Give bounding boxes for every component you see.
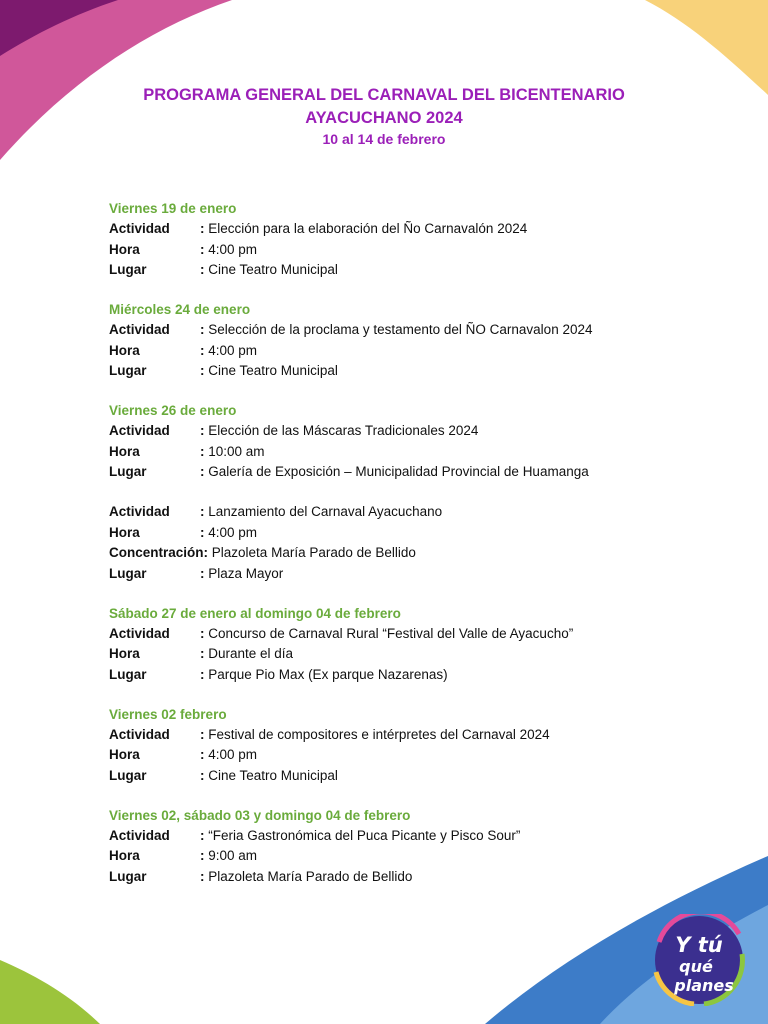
event-field-row <box>109 543 669 564</box>
field-separator: : <box>200 322 205 337</box>
field-label: Hora <box>109 241 140 257</box>
field-value: Cine Teatro Municipal <box>208 767 338 783</box>
field-separator: : <box>200 767 205 783</box>
field-separator: : <box>200 423 205 438</box>
y-tu-que-planes-logo <box>644 914 754 1006</box>
field-label: Lugar <box>109 464 147 479</box>
field-value: 4:00 pm <box>208 747 258 762</box>
event-date-heading: Viernes 19 de enero <box>109 201 237 216</box>
field-separator: : <box>200 827 205 843</box>
event-field-row <box>109 260 669 281</box>
field-separator: : <box>200 262 205 277</box>
field-value: Galería de Exposición – Municipalidad Provincial de Huamanga <box>208 464 589 479</box>
field-label: Hora <box>109 848 140 863</box>
field-separator: : <box>200 747 205 762</box>
page-title-line1: PROGRAMA GENERAL DEL CARNAVAL DEL BICENTENARIO <box>143 86 625 104</box>
field-label: Concentración <box>109 545 204 560</box>
event-field-row <box>109 523 669 544</box>
field-label: Lugar <box>109 666 147 682</box>
field-label: Hora <box>109 524 140 540</box>
field-label: Actividad <box>109 726 170 742</box>
field-label: Hora <box>109 443 140 459</box>
field-label: Lugar <box>109 565 147 581</box>
field-separator: : <box>200 443 205 459</box>
event-field-row <box>109 624 669 645</box>
page-subtitle-dates: 10 al 14 de febrero <box>322 131 446 147</box>
field-value: Plazoleta María Parado de Bellido <box>211 545 416 560</box>
field-separator: : <box>200 363 205 378</box>
field-separator: : <box>200 464 205 479</box>
event-field-row <box>109 320 669 341</box>
field-value: 4:00 pm <box>208 524 258 540</box>
event-field-row <box>109 867 669 888</box>
event-section <box>109 604 669 686</box>
event-field-row <box>109 240 669 261</box>
event-field-row <box>109 766 669 787</box>
event-field-row <box>109 826 669 847</box>
field-label: Hora <box>109 646 140 661</box>
field-label: Lugar <box>109 262 147 277</box>
field-value: Parque Pio Max (Ex parque Nazarenas) <box>208 666 448 682</box>
field-label: Lugar <box>109 868 147 884</box>
field-separator: : <box>203 545 209 560</box>
field-value: Elección para la elaboración del Ño Carnavalón 2024 <box>208 221 528 236</box>
field-value: Cine Teatro Municipal <box>208 363 338 378</box>
field-separator: : <box>200 524 205 540</box>
field-separator: : <box>200 646 205 661</box>
corner-green-swoosh <box>0 960 100 1024</box>
event-date-heading: Viernes 26 de enero <box>109 403 237 418</box>
field-value: “Feria Gastronómica del Puca Picante y Pisco Sour” <box>208 827 521 843</box>
event-date-heading: Viernes 02, sábado 03 y domingo 04 de febrero <box>109 807 411 823</box>
field-separator: : <box>200 504 205 519</box>
event-date-heading: Miércoles 24 de enero <box>109 302 251 317</box>
event-field-row <box>109 421 669 442</box>
field-separator: : <box>200 666 205 682</box>
event-section <box>109 300 669 382</box>
field-value: Cine Teatro Municipal <box>208 262 338 277</box>
field-value: Plaza Mayor <box>208 565 284 581</box>
field-value: 4:00 pm <box>208 342 258 358</box>
field-value: 9:00 am <box>208 848 258 863</box>
event-field-row <box>109 745 669 766</box>
event-field-row <box>109 502 669 523</box>
field-separator: : <box>200 342 205 358</box>
corner-yellow-swoosh <box>645 0 768 95</box>
field-separator: : <box>200 848 205 863</box>
field-label: Actividad <box>109 423 170 438</box>
field-separator: : <box>200 625 205 641</box>
event-section <box>109 705 669 787</box>
field-value: Elección de las Máscaras Tradicionales 2024 <box>208 423 479 438</box>
field-separator: : <box>200 221 205 236</box>
event-field-row <box>109 442 669 463</box>
event-field-row <box>109 361 669 382</box>
event-section <box>109 806 669 888</box>
field-label: Hora <box>109 342 140 358</box>
event-section <box>109 502 669 584</box>
field-label: Hora <box>109 747 140 762</box>
logo-text-line3: planes <box>674 976 734 995</box>
event-field-row <box>109 462 669 483</box>
field-label: Actividad <box>109 625 170 641</box>
field-label: Actividad <box>109 504 170 519</box>
event-section <box>109 199 669 281</box>
event-field-row <box>109 644 669 665</box>
field-label: Actividad <box>109 827 170 843</box>
field-value: Concurso de Carnaval Rural “Festival del Valle de Ayacucho” <box>208 625 574 641</box>
event-field-row <box>109 725 669 746</box>
field-value: Lanzamiento del Carnaval Ayacuchano <box>208 504 443 519</box>
field-value: 4:00 pm <box>208 241 258 257</box>
event-date-heading: Viernes 02 febrero <box>109 706 227 722</box>
field-value: Plazoleta María Parado de Bellido <box>208 868 413 884</box>
field-value: Selección de la proclama y testamento del ÑO Carnavalon 2024 <box>208 322 593 337</box>
event-field-row <box>109 665 669 686</box>
page-title-line2: AYACUCHANO 2024 <box>305 109 463 127</box>
field-label: Lugar <box>109 363 147 378</box>
field-separator: : <box>200 868 205 884</box>
event-field-row <box>109 846 669 867</box>
logo-text-line1: Y tú <box>675 933 723 957</box>
logo-text-line2: qué <box>679 957 713 976</box>
field-label: Lugar <box>109 767 147 783</box>
field-separator: : <box>200 241 205 257</box>
field-label: Actividad <box>109 221 170 236</box>
event-section <box>109 401 669 483</box>
field-separator: : <box>200 726 205 742</box>
field-value: 10:00 am <box>208 443 265 459</box>
event-field-row <box>109 219 669 240</box>
field-value: Festival de compositores e intérpretes del Carnaval 2024 <box>208 726 550 742</box>
event-field-row <box>109 341 669 362</box>
field-value: Durante el día <box>208 646 294 661</box>
field-label: Actividad <box>109 322 170 337</box>
event-field-row <box>109 564 669 585</box>
field-separator: : <box>200 565 205 581</box>
event-list <box>109 199 669 907</box>
event-date-heading: Sábado 27 de enero al domingo 04 de febrero <box>109 605 401 621</box>
